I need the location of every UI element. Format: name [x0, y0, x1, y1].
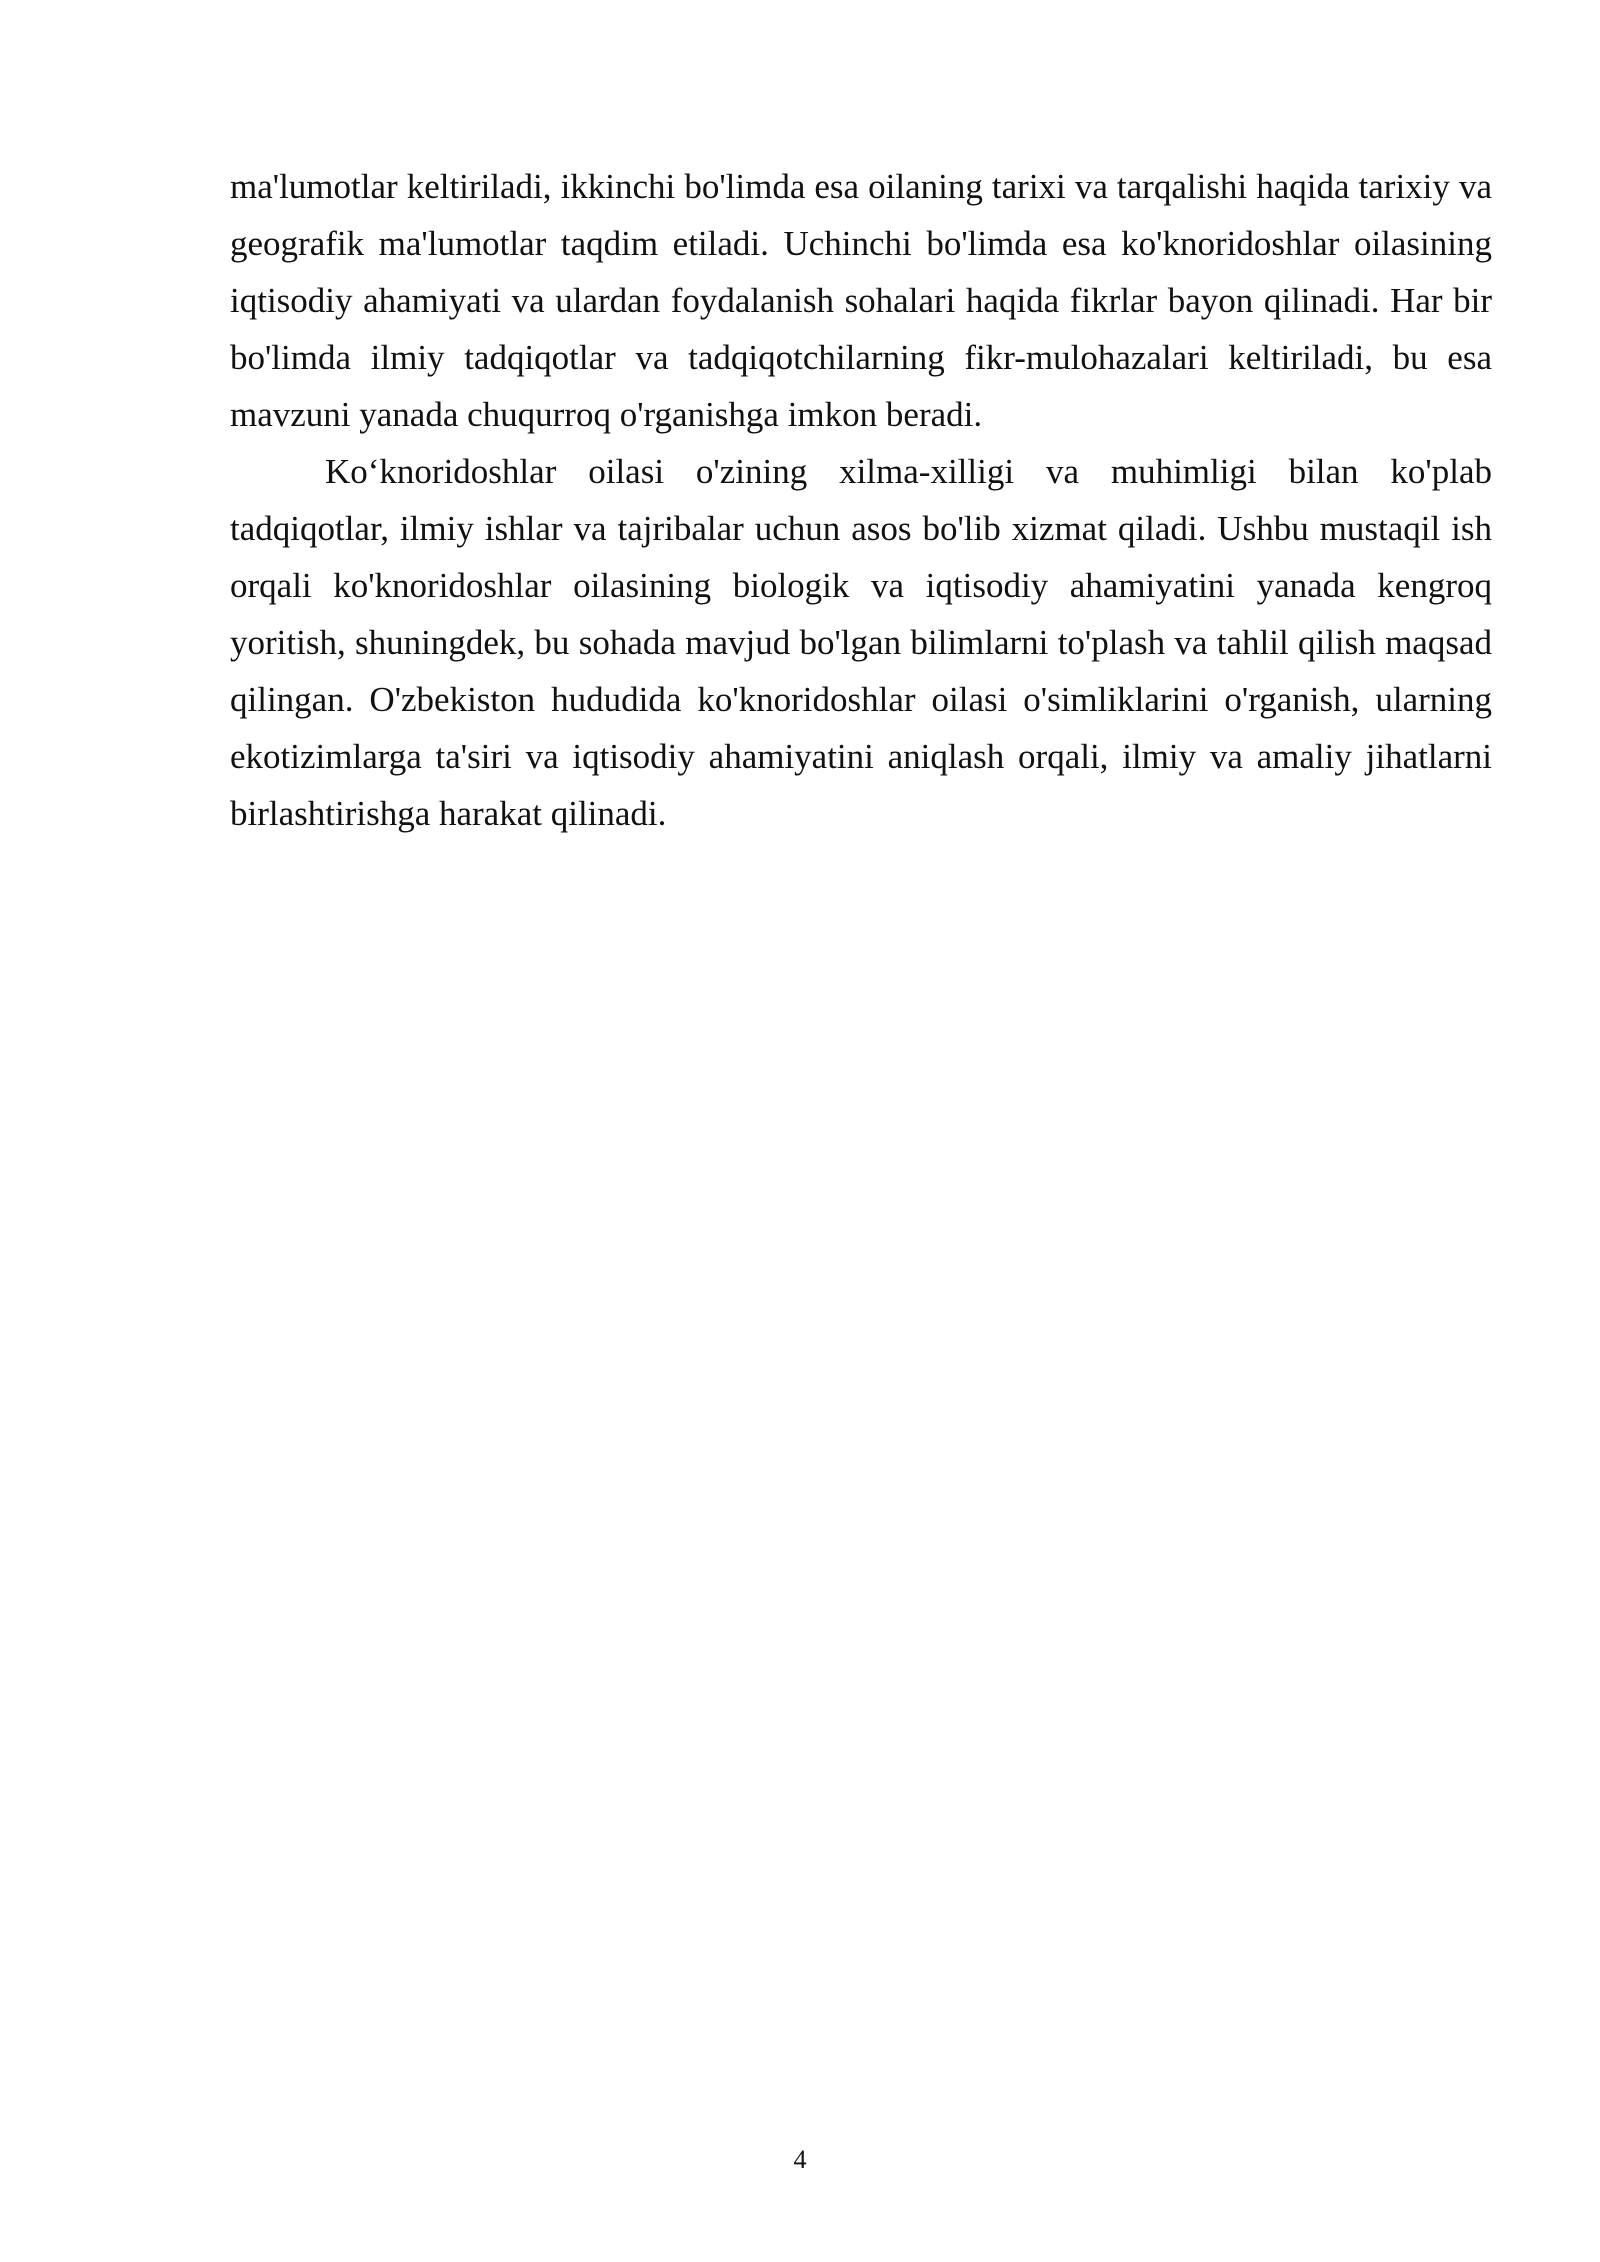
page-number: 4 — [793, 2145, 807, 2174]
paragraph-continuation: ma'lumotlar keltiriladi, ikkinchi bo'limda esa oilaning tarixi va tarqalishi haqida tarixiy va geografik ma'lumotlar taqdim etiladi. Uchinchi bo'limda esa ko'knoridoshlar oilasining iqtisodiy ahamiyati va ulardan foydalanish sohalari haqida fikrlar bayon qilinadi. Har bir bo'limda ilmiy tadqiqotlar va tadqiqotchilarning fikr-mulohazalari keltiriladi, bu esa mavzuni yanada chuqurroq o'rganishga imkon beradi. — [230, 167, 1492, 434]
paragraph-poppy-family: Ko‘knoridoshlar oilasi o'zining xilma-xilligi va muhimligi bilan ko'plab tadqiqotlar, ilmiy ishlar va tajribalar uchun asos bo'lib xizmat qiladi. Ushbu mustaqil ish orqali ko'knoridoshlar oilasining biologik va iqtisodiy ahamiyatini yanada kengroq yoritish, shuningdek, bu sohada mavjud bo'lgan bilimlarni to'plash va tahlil qilish maqsad qilingan. O'zbekiston hududida ko'knoridoshlar oilasi o'simliklarini o'rganish, ularning ekotizimlarga ta'siri va iqtisodiy ahamiyatini aniqlash orqali, ilmiy va amaliy jihatlarni birlashtirishga harakat qilinadi. — [230, 452, 1492, 833]
body-text — [230, 158, 1492, 842]
